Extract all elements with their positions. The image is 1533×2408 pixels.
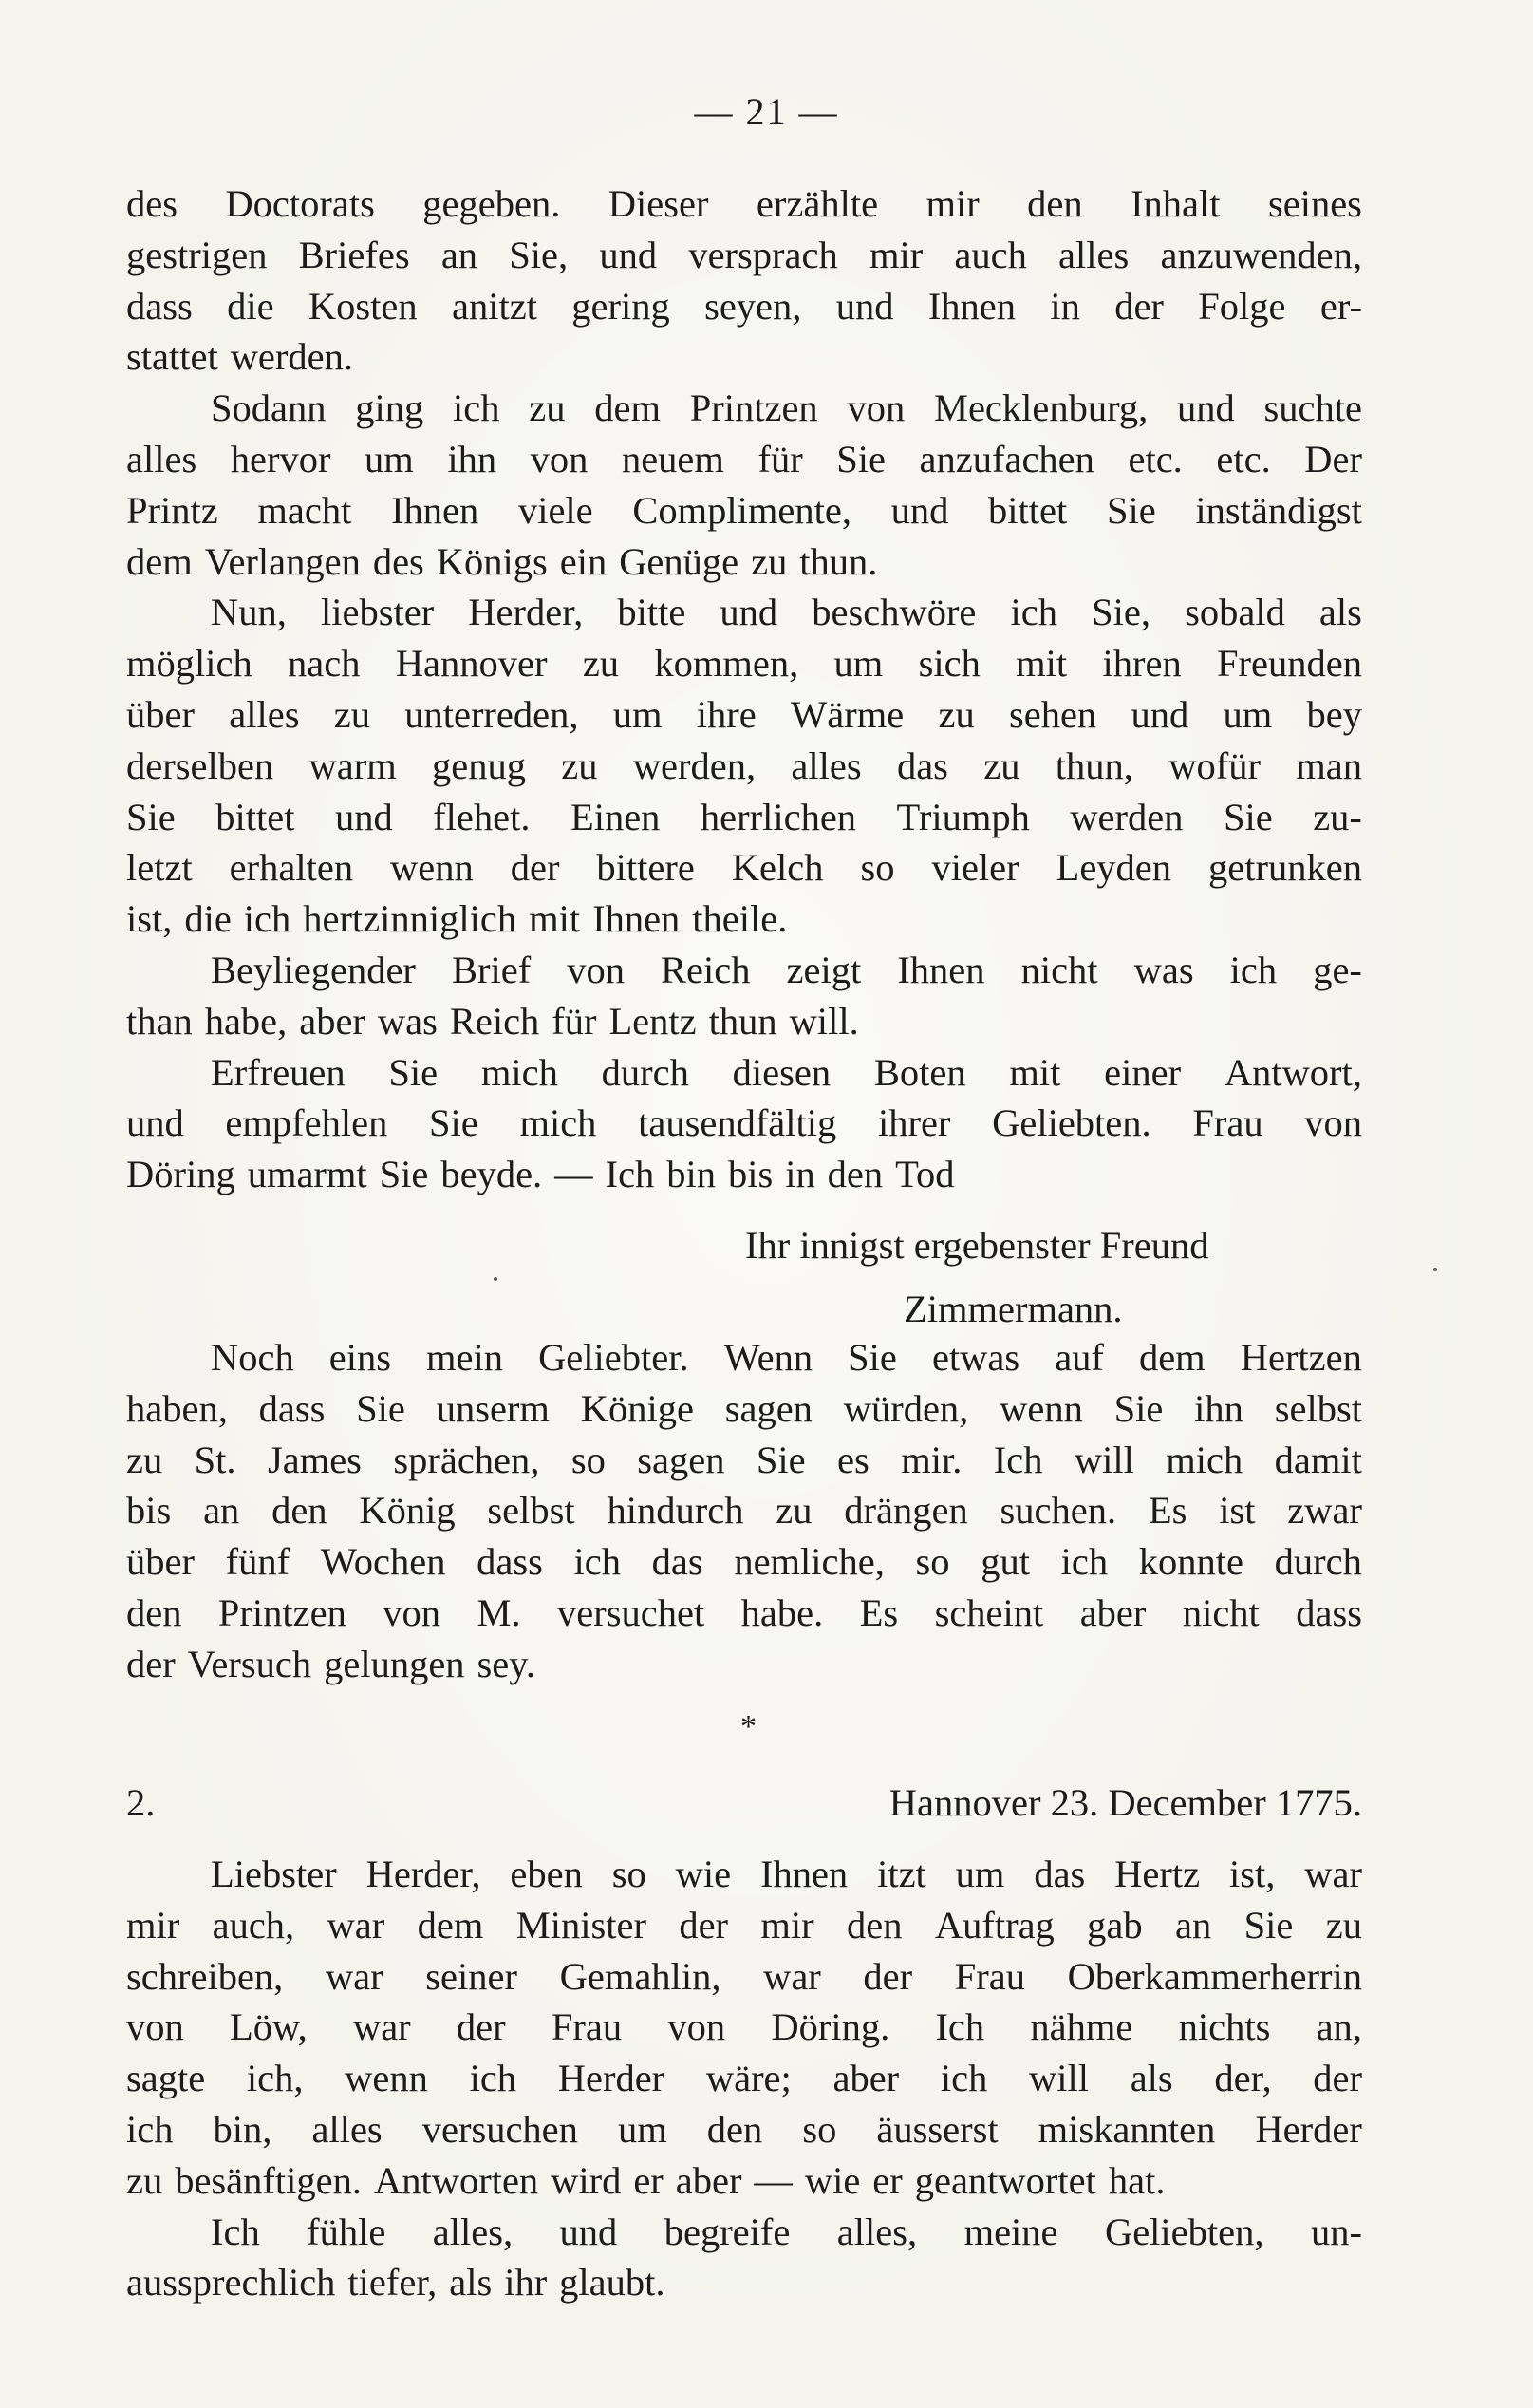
text-line: aussprechlich tiefer, als ihr glaubt. [126,2261,665,2305]
text-line: von Löw, war der Frau von Döring. Ich nähme nichts an, [126,2005,1362,2049]
signature-closing: Ihr innigst ergebenster Freund [745,1224,1209,1267]
text-line: gestrigen Briefes an Sie, und versprach mir auch alles anzuwenden, [126,233,1362,276]
text-line: haben, dass Sie unserm Könige sagen würden, wenn Sie ihn selbst [126,1386,1362,1430]
text-line: Ich fühle alles, und begreife alles, meine Geliebten, un- [211,2210,1362,2253]
text-line: mir auch, war dem Minister der mir den Auftrag gab an Sie zu [126,1903,1362,1947]
letter-body-top [126,179,1362,1200]
text-line: des Doctorats gegeben. Dieser erzählte mir den Inhalt seines [126,182,1362,225]
text-line: der Versuch gelungen sey. [126,1642,535,1685]
signature-name: Zimmermann. [904,1288,1123,1330]
text-line: alles hervor um ihn von neuem für Sie anzufachen etc. etc. Der [126,437,1362,480]
postscript [126,1332,1362,1690]
letter-number: 2. [126,1781,156,1824]
text-line: Sie bittet und flehet. Einen herrlichen Triumph werden Sie zu- [126,795,1362,838]
text-line: Printz macht Ihnen viele Complimente, und bittet Sie inständigst [126,488,1362,532]
text-line: möglich nach Hannover zu kommen, um sich mit ihren Freunden [126,642,1362,686]
text-line: über alles zu unterreden, um ihre Wärme zu sehen und um bey [126,692,1362,736]
text-line: Beyliegender Brief von Reich zeigt Ihnen nicht was ich ge- [211,948,1362,991]
text-line: stattet werden. [126,335,353,379]
letter-header [126,1780,1362,1825]
text-line: Liebster Herder, eben so wie Ihnen itzt um das Hertz ist, war [211,1853,1362,1895]
text-line: Noch eins mein Geliebter. Wenn Sie etwas auf dem Hertzen [211,1336,1362,1379]
text-line: zu besänftigen. Antworten wird er aber — wie er geantwortet hat. [126,2158,1166,2202]
text-line: Nun, liebster Herder, bitte und beschwöre ich Sie, sobald als [211,591,1362,634]
text-line: ich bin, alles versuchen um den so äusserst miskannten Herder [126,2107,1362,2151]
letter-body-bottom [126,1849,1362,2308]
text-line: Erfreuen Sie mich durch diesen Boten mit einer Antwort, [211,1050,1362,1094]
text-line: derselben warm genug zu werden, alles das zu thun, wofür man [126,743,1362,787]
text-line: dass die Kosten anitzt gering seyen, und Ihnen in der Folge er- [126,284,1362,328]
text-line: schreiben, war seiner Gemahlin, war der Frau Oberkammerherrin [126,1954,1362,1998]
text-line: Döring umarmt Sie beyde. — Ich bin bis in den Tod [126,1153,955,1196]
print-speck [494,1277,497,1281]
section-separator: * [740,1709,757,1744]
text-line: und empfehlen Sie mich tausendfältig ihrer Geliebten. Frau von [126,1101,1362,1145]
text-line: sagte ich, wenn ich Herder wäre; aber ich will als der, der [126,2057,1362,2100]
text-line: letzt erhalten wenn der bittere Kelch so vieler Leyden getrunken [126,846,1362,890]
letter-place-date: Hannover 23. December 1775. [888,1781,1362,1824]
text-line: über fünf Wochen dass ich das nemliche, so gut ich konnte durch [126,1540,1362,1584]
text-line: ist, die ich hertzinniglich mit Ihnen theile. [126,897,788,941]
text-line: than habe, aber was Reich für Lentz thun will. [126,999,859,1043]
text-line: zu St. James sprächen, so sagen Sie es mir. Ich will mich damit [126,1438,1362,1481]
print-speck [1433,1268,1437,1271]
text-line: dem Verlangen des Königs ein Genüge zu thun. [126,539,878,583]
text-line: den Printzen von M. versuchet habe. Es scheint aber nicht dass [126,1590,1362,1634]
text-line: Sodann ging ich zu dem Printzen von Mecklenburg, und suchte [211,386,1362,430]
text-line: bis an den König selbst hindurch zu drängen suchen. Es ist zwar [126,1489,1362,1533]
page-number: — 21 — [694,90,839,133]
